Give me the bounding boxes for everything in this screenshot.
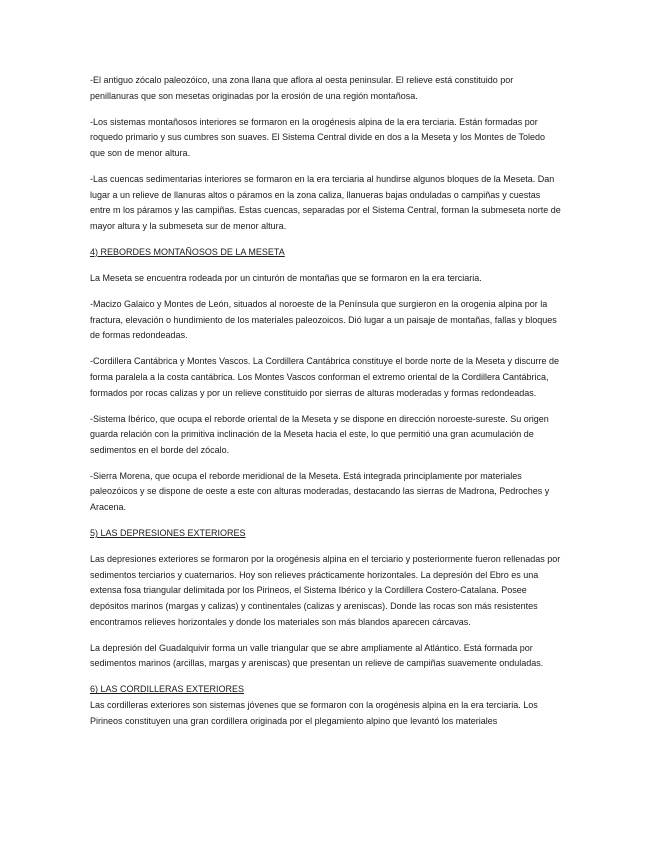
section-heading-depresiones: 5) LAS DEPRESIONES EXTERIORES xyxy=(90,528,246,539)
paragraph-cordillera-cantabrica: -Cordillera Cantábrica y Montes Vascos. La Cordillera Cantábrica constituye el borde norte de la Meseta y discurre de forma paralela a la costa cantábrica. Los Montes Vascos conforman el extremo oriental de la Cordillera Cantábrica, formados por rocas calizas y por un relieve constituido por sierras de alturas moderadas y formas redondeadas. xyxy=(90,356,560,398)
paragraph-depresion-ebro: Las depresiones exteriores se formaron por la orogénesis alpina en el terciario y posteriormente fueron rellenadas por sedimentos terciarios y cuaternarios. Hoy son relieves prácticamente horizontales. La depresión del Ebro es una extensa fosa triangular delimitada por los Pirineos, el Sistema Ibérico y la Cordillera Costero-Catalana. Posee depósitos marinos (margas y calizas) y continentales (calizas y areniscas). Donde las rocas son más resistentes encontramos relieves horizontales y donde los materiales son más blandos aparecen cárcavas. xyxy=(90,554,561,627)
paragraph-meseta-rodeada: La Meseta se encuentra rodeada por un cinturón de montañas que se formaron en la era terciaria. xyxy=(90,272,482,283)
paragraph-sistemas-montanosos: -Los sistemas montañosos interiores se formaron en la orogénesis alpina de la era terciaria. Están formadas por roquedo primario y sus cumbres son suaves. El Sistema Central divide en dos a la Meseta y los Montes de Toledo que son de menor altura. xyxy=(90,116,546,158)
paragraph-sierra-morena: -Sierra Morena, que ocupa el reborde meridional de la Meseta. Está integrada principlamente por materiales paleozóicos y se dispone de oeste a este con alturas moderadas, destacando las sierras de Madrona, Pedroches y Aracena. xyxy=(90,470,550,513)
paragraph-cuencas-sedimentarias: -Las cuencas sedimentarias interiores se formaron en la era terciaria al hundirse algunos bloques de la Meseta. Dan lugar a un relieve de llanuras altos o páramos en la zona caliza, llanueras bajas onduladas o campiñas y cuestas entre m los páramos y las campiñas. Estas cuencas, separadas por el Sistema Central, forman la submeseta norte de mayor altura y la submeseta sur de menor altura. xyxy=(90,173,561,231)
section-heading-cordilleras: 6) LAS CORDILLERAS EXTERIORES xyxy=(90,684,245,695)
paragraph-cordilleras-exteriores: Las cordilleras exteriores son sistemas jóvenes que se formaron con la orogénesis alpina en la era terciaria. Los Pirineos constituyen una gran cordillera originada por el plegamiento alpino que levantó los materiales xyxy=(90,700,538,726)
document-body xyxy=(90,73,562,740)
paragraph-sistema-iberico: -Sistema Ibérico, que ocupa el reborde oriental de la Meseta y se dispone en dirección noroeste-sureste. Su origen guarda relación con la primitiva inclinación de la Meseta hacia el este, lo que permitió una gran acumulación de sedimentos en el borde del zócalo. xyxy=(90,413,549,455)
paragraph-macizo-galaico: -Macizo Galaico y Montes de León, situados al noroeste de la Península que surgieron en la orogenia alpina por la fractura, elevación o hundimiento de los materiales paleozoicos. Dió lugar a un paisaje de montañas, fallas y bloques de formas redondeadas. xyxy=(90,299,557,341)
section-heading-rebordes: 4) REBORDES MONTAÑOSOS DE LA MESETA xyxy=(90,246,285,257)
paragraph-zocalo: -El antiguo zócalo paleozóico, una zona llana que aflora al oesta peninsular. El relieve está constituido por penillanuras que son mesetas originadas por la erosión de una región montañosa. xyxy=(90,75,514,101)
paragraph-depresion-guadalquivir: La depresión del Guadalquivir forma un valle triangular que se abre ampliamente al Atlántico. Está formada por sedimentos marinos (arcillas, margas y areniscas) que presentan un relieve de campiñas suavemente onduladas. xyxy=(90,642,544,669)
